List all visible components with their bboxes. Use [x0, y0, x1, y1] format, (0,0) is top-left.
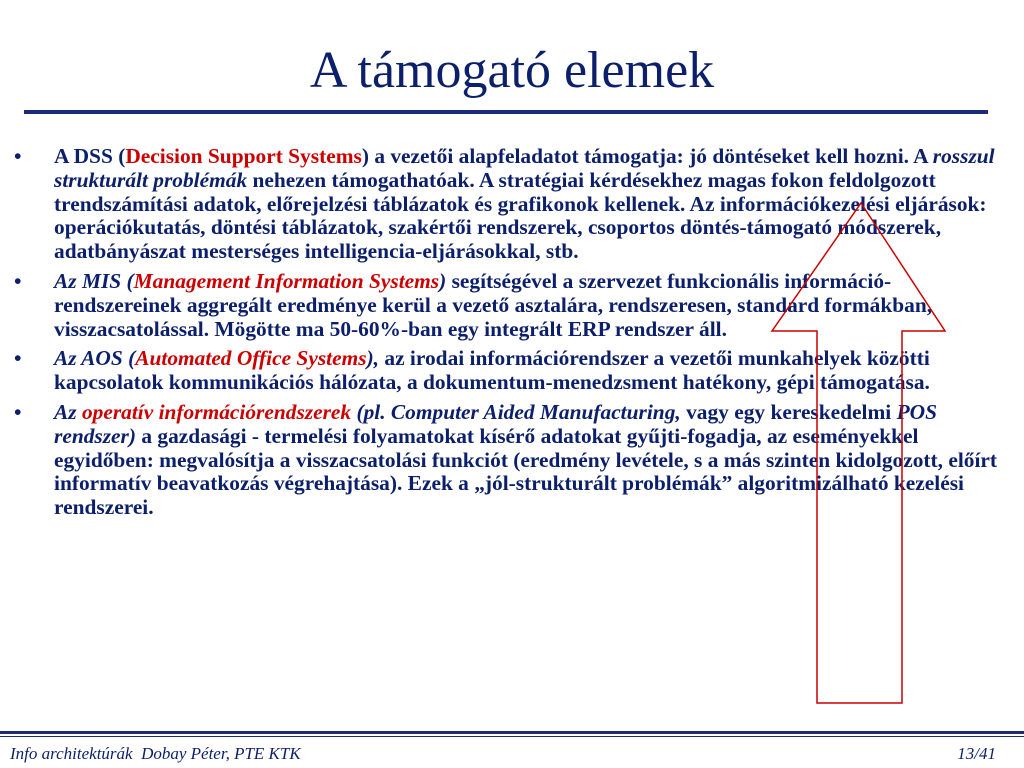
slide-title: A támogató elemek: [309, 42, 715, 99]
bullet-mark: •: [14, 268, 22, 293]
footer-divider-thick: [0, 731, 1024, 734]
bullet-list: [14, 145, 1014, 526]
bullet-item: [14, 401, 1014, 520]
bullet-text-segment: ) a vezetői alapfeladatot támogatja: jó döntéseket kell hozni. A: [361, 144, 933, 168]
bullet-mark: •: [14, 399, 22, 424]
bullet-text-segment: Automated Office Systems: [135, 346, 367, 371]
bullet-item: [14, 347, 1014, 395]
bullet-text-segment: Management Information Systems: [133, 268, 440, 293]
bullet-mark: •: [14, 346, 22, 371]
bullet-text-segment: nehezen támogathatóak. A stratégiai kérdésekhez magas fokon feldolgozott trendszámítási adatok, előrejelzési táblázatok és grafikonok kellenek. Az információkezelési eljárások: operációkutatás, döntési táblázatok, szakértői rendszerek, csoportos döntés-támogató módszerek, adatbányászat mesterséges intelligencia-eljárásokkal, stb.: [54, 167, 987, 264]
bullet-mark: •: [14, 144, 22, 168]
title-divider: [24, 110, 988, 114]
bullet-text-segment: Az AOS (: [54, 346, 136, 371]
bullet-text-segment: segítségével a szervezet funkcionális információ-rendszereinek aggregált eredménye kerül a vezető asztalára, rendszeresen, standard formákban, visszacsatolással. Mögötte ma 50-60%-ban egy integrált ERP rendszer áll.: [54, 268, 933, 341]
bullet-text-segment: (pl. Computer Aided Manufacturing,: [351, 399, 681, 424]
bullet-text-segment: operatív információrendszerek: [81, 399, 352, 424]
bullet-text-segment: Az: [54, 399, 82, 424]
bullet-text-segment: az irodai információrendszer a vezetői munkahelyek közötti kapcsolatok kommunikációs hálózata, a dokumentum-menedzsment hatékony, gépi támogatása.: [54, 346, 930, 395]
bullet-item: [14, 270, 1014, 341]
bullet-text-segment: rosszul strukturált problémák: [54, 144, 995, 192]
footer-divider-thin: [0, 736, 1024, 737]
footer-credit: Info architektúrák Dobay Péter, PTE KTK: [10, 744, 301, 763]
bullet-text-segment: Az MIS (: [54, 268, 134, 293]
bullet-text-segment: ),: [366, 346, 380, 371]
bullet-item: [14, 145, 1014, 264]
bullet-text-segment: vagy egy kereskedelmi: [680, 399, 897, 424]
bullet-text-segment: a gazdasági - termelési folyamatokat kísérő adatokat gyűjti-fogadja, az eseményekkel egyidőben: megvalósítja a visszacsatolási funkciót (eredmény levétele, s a más szinten kidolgozott, előírt informatív beavatkozás végrehajtása). Ezek a „jól-strukturált problémák” algoritmizálható kezelési rendszerei.: [54, 423, 998, 520]
bullet-text-segment: Decision Support Systems: [125, 144, 362, 168]
bullet-text-segment: ): [439, 268, 447, 293]
bullet-text-segment: A DSS (: [54, 144, 126, 168]
bullet-text-segment: POS rendszer): [54, 399, 938, 448]
page-number: 13/41: [957, 744, 996, 763]
